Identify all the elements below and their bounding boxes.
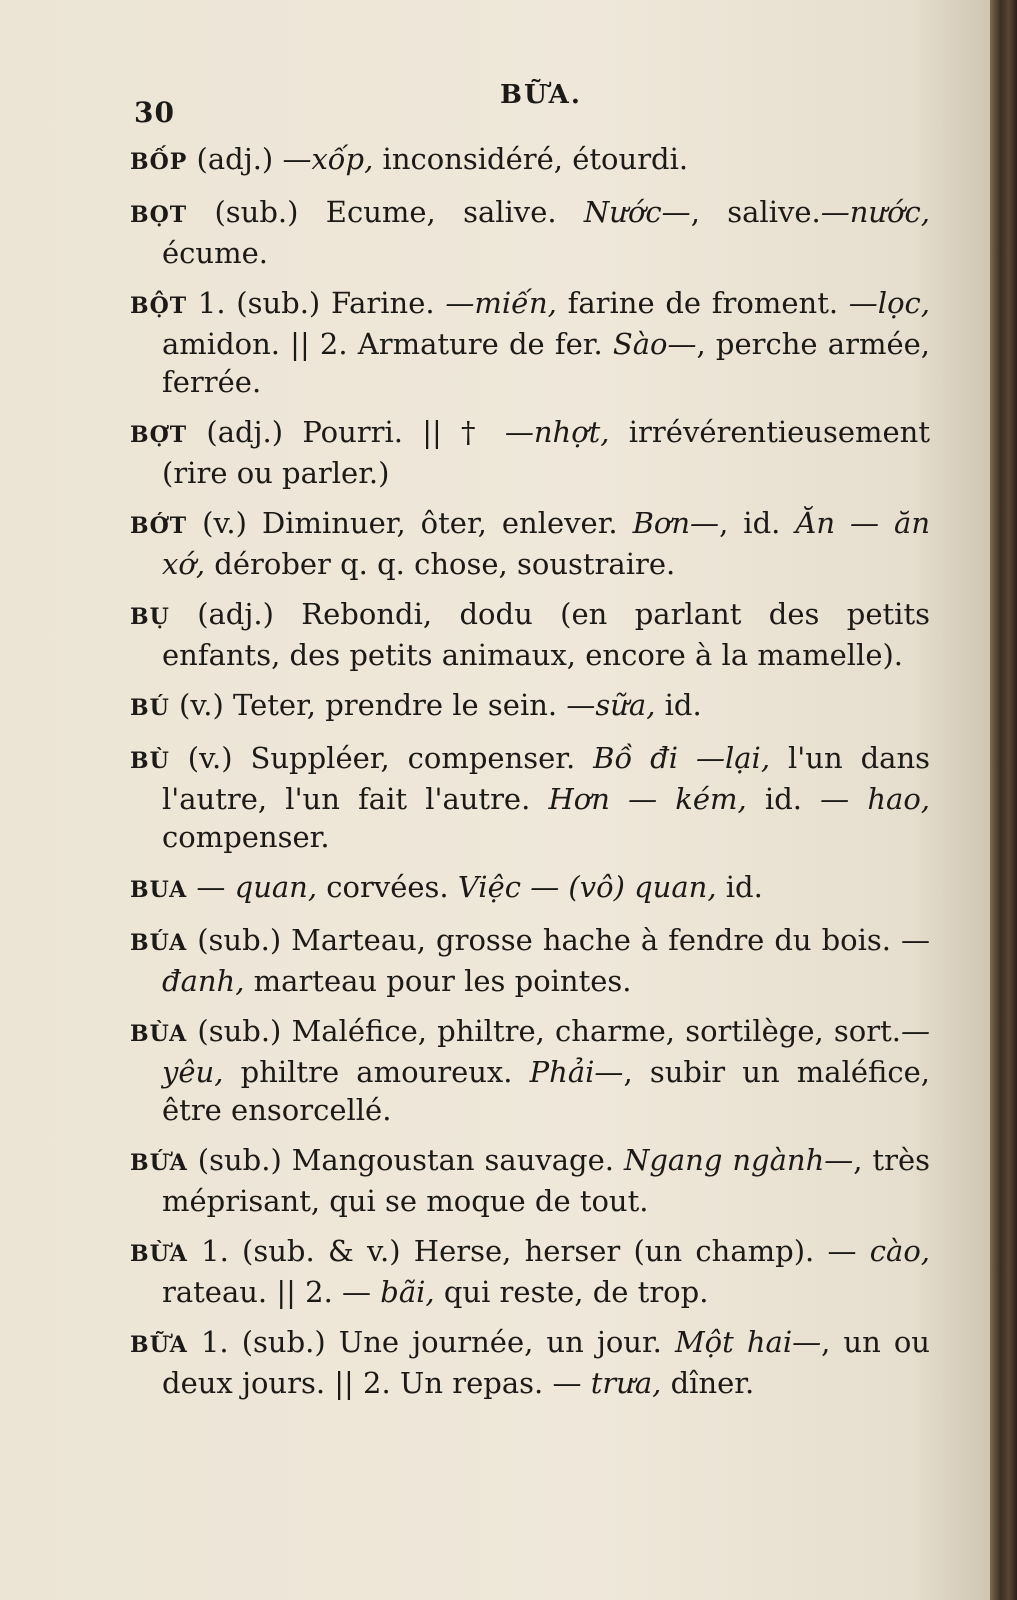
entry-definition-text: (sub.) Maléfice, philtre, charme, sortilège, sort.: [187, 1014, 901, 1048]
entry-example-italic: Ăn — ăn xớ,: [162, 506, 930, 581]
entry-definition-text: , un ou deux jours. || 2. Un repas. —: [162, 1325, 930, 1400]
entry-example-italic: bãi,: [380, 1275, 435, 1309]
entry-definition-text: dîner.: [661, 1366, 755, 1400]
entry-example-italic: Bồ đi —lại,: [593, 741, 771, 775]
entry-example-italic: — hao,: [820, 782, 930, 816]
entry-definition-text: (v.) Diminuer, ôter, enlever.: [187, 506, 633, 540]
entry-definition-text: 1. (sub.) Une journée, un jour.: [187, 1325, 675, 1359]
entry-headword: BÚ: [130, 695, 170, 721]
entry-definition-text: qui reste, de trop.: [434, 1275, 709, 1309]
entry-definition-text: (v.) Teter, prendre le sein.: [169, 688, 567, 722]
entry-definition-text: irrévérentieusement (rire ou parler.): [162, 415, 930, 490]
entry-definition-text: (sub.) Marteau, grosse hache à fendre du bois. —: [187, 923, 930, 957]
entry-definition-text: —: [187, 870, 235, 904]
entry-definition-text: marteau pour les pointes.: [244, 964, 632, 998]
entry-example-italic: —nước,: [820, 195, 931, 229]
entry-definition-text: (adj.): [187, 142, 283, 176]
entry-example-italic: —sữa,: [566, 688, 656, 722]
entry-example-italic: Ngang ngành—: [623, 1143, 854, 1177]
dictionary-entry: [130, 686, 930, 727]
entry-definition-text: compenser.: [162, 820, 330, 854]
entry-headword: BÙ: [130, 748, 170, 774]
entry-example-italic: Nước—: [583, 195, 691, 229]
entry-definition-text: 1. (sub. & v.) Herse, herser (un champ). —: [187, 1234, 870, 1268]
entry-example-italic: Một hai—: [674, 1325, 822, 1359]
entry-example-italic: —nhợt,: [504, 415, 610, 449]
entry-definition-text: écume.: [162, 236, 268, 270]
entry-headword: BÙA: [130, 1021, 188, 1047]
entry-definition-text: philtre amoureux.: [223, 1055, 530, 1089]
entry-headword: BỌT: [130, 202, 188, 228]
entry-headword: BỮA: [130, 1332, 188, 1358]
entry-example-italic: cào,: [869, 1234, 930, 1268]
dictionary-entry: [130, 1012, 930, 1129]
entry-headword: BỐP: [130, 149, 188, 175]
dictionary-entry: [130, 504, 930, 583]
entry-example-italic: quan,: [234, 870, 318, 904]
dictionary-entry: [130, 140, 930, 181]
entry-example-italic: trưa,: [590, 1366, 662, 1400]
entry-definition-text: farine de froment.: [556, 286, 849, 320]
entry-definition-text: (sub.) Mangoustan sauvage.: [187, 1143, 624, 1177]
entry-definition-text: , subir un maléfice, être ensorcellé.: [162, 1055, 930, 1127]
entry-definition-text: , très méprisant, qui se moque de tout.: [162, 1143, 930, 1218]
entry-definition-text: dérober q. q. chose, soustraire.: [205, 547, 676, 581]
entry-headword: BÚA: [130, 930, 188, 956]
entry-example-italic: Bơn—: [632, 506, 720, 540]
dictionary-entry: [130, 284, 930, 401]
entry-example-italic: Sào—: [612, 327, 697, 361]
entry-headword: BỨA: [130, 1150, 188, 1176]
dictionary-entry: [130, 193, 930, 272]
entry-definition-text: , perche armée, ferrée.: [162, 327, 930, 399]
running-head: BỮA.: [500, 80, 582, 110]
entry-example-italic: —miến,: [445, 286, 557, 320]
entry-definition-text: (sub.) Ecume, salive.: [187, 195, 584, 229]
entry-definition-text: id.: [716, 870, 763, 904]
entry-headword: BUA: [130, 877, 188, 903]
entry-example-italic: Việc — (vô) quan,: [457, 870, 717, 904]
entry-definition-text: amidon. || 2. Armature de fer.: [162, 327, 613, 361]
entry-definition-text: 1. (sub.) Farine.: [187, 286, 446, 320]
entry-definition-text: corvées.: [317, 870, 458, 904]
entry-definition-text: id.: [746, 782, 821, 816]
entry-example-italic: đanh,: [162, 964, 245, 998]
entry-headword: BỢT: [130, 422, 188, 448]
page-edge: [990, 0, 1017, 1600]
entry-example-italic: Phải—: [529, 1055, 624, 1089]
dictionary-entry: [130, 595, 930, 674]
entry-definition-text: (adj.) Rebondi, dodu (en parlant des petits enfants, des petits animaux, encore à la mamelle).: [162, 597, 930, 672]
entry-definition-text: (v.) Suppléer, compenser.: [169, 741, 594, 775]
dictionary-entries: [130, 140, 930, 1414]
entry-definition-text: , salive.: [690, 195, 821, 229]
entry-example-italic: —xốp,: [282, 142, 374, 176]
entry-definition-text: id.: [655, 688, 702, 722]
dictionary-entry: [130, 1232, 930, 1311]
dictionary-entry: [130, 1141, 930, 1220]
dictionary-entry: [130, 413, 930, 492]
entry-definition-text: rateau. || 2. —: [162, 1275, 381, 1309]
entry-example-italic: —lọc,: [848, 286, 930, 320]
dictionary-entry: [130, 1323, 930, 1402]
entry-definition-text: inconsidéré, étourdi.: [373, 142, 689, 176]
entry-definition-text: , id.: [719, 506, 796, 540]
entry-headword: BỪA: [130, 1241, 188, 1267]
entry-example-italic: —yêu,: [162, 1014, 930, 1089]
dictionary-entry: [130, 868, 930, 909]
dictionary-entry: [130, 921, 930, 1000]
page-number: 30: [134, 96, 175, 129]
entry-headword: BỤ: [130, 604, 170, 630]
entry-definition-text: l'un dans l'autre, l'un fait l'autre.: [162, 741, 930, 816]
entry-headword: BỘT: [130, 293, 188, 319]
entry-definition-text: (adj.) Pourri. || †: [187, 415, 505, 449]
entry-example-italic: Hơn — kém,: [548, 782, 747, 816]
entry-headword: BỚT: [130, 513, 188, 539]
dictionary-entry: [130, 739, 930, 856]
